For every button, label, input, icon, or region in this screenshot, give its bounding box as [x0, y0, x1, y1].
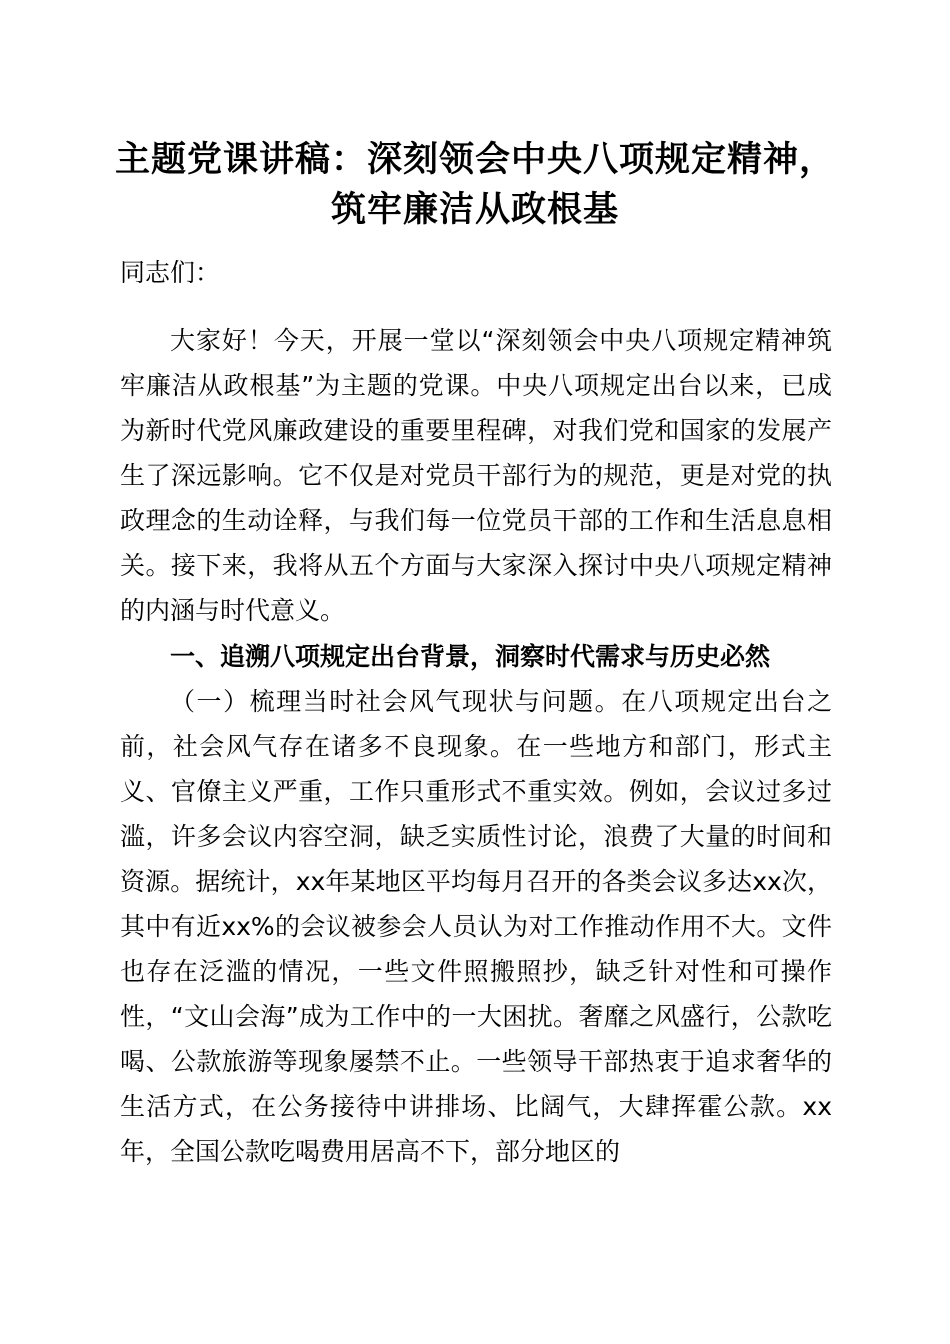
document-title-line-2: 筑牢廉洁从政根基 — [330, 189, 619, 230]
intro-paragraph: 大家好！今天，开展一堂以“深刻领会中央八项规定精神筑牢廉洁从政根基”为主题的党课。中央八项规定出台以来，已成为新时代党风廉政建设的重要里程碑，对我们党和国家的发展产生了深远影响。它不仅是对党员干部行为的规范，更是对党的执政理念的生动诠释，与我们每一位党员干部的工作和生活息息相关。接下来，我将从五个方面与大家深入探讨中央八项规定精神的内涵与时代意义。 — [120, 326, 832, 625]
document-title-line-1: 主题党课讲稿：深刻领会中央八项规定精神， — [114, 139, 835, 180]
subsection-1-heading: （一）梳理当时社会风气现状与问题。 — [170, 687, 622, 716]
subsection-1-paragraph — [120, 679, 832, 1174]
subsection-1-body: 在八项规定出台之前，社会风气存在诸多不良现象。在一些地方和部门，形式主义、官僚主义严重，工作只重形式不重实效。例如，会议过多过滥，许多会议内容空洞，缺乏实质性讨论，浪费了大量的时间和资源。据统计，xx年某地区平均每月召开的各类会议多达xx次，其中有近xx%的会议被参会人员认为对工作推动作用不大。文件也存在泛滥的情况，一些文件照搬照抄，缺乏针对性和可操作性，“文山会海”成为工作中的一大困扰。奢靡之风盛行，公款吃喝、公款旅游等现象屡禁不止。一些领导干部热衷于追求奢华的生活方式，在公务接待中讲排场、比阔气，大肆挥霍公款。xx年，全国公款吃喝费用居高不下，部分地区的 — [120, 687, 832, 1166]
salutation: 同志们： — [120, 258, 221, 287]
section-1-heading: 一、追溯八项规定出台背景，洞察时代需求与历史必然 — [170, 642, 771, 671]
